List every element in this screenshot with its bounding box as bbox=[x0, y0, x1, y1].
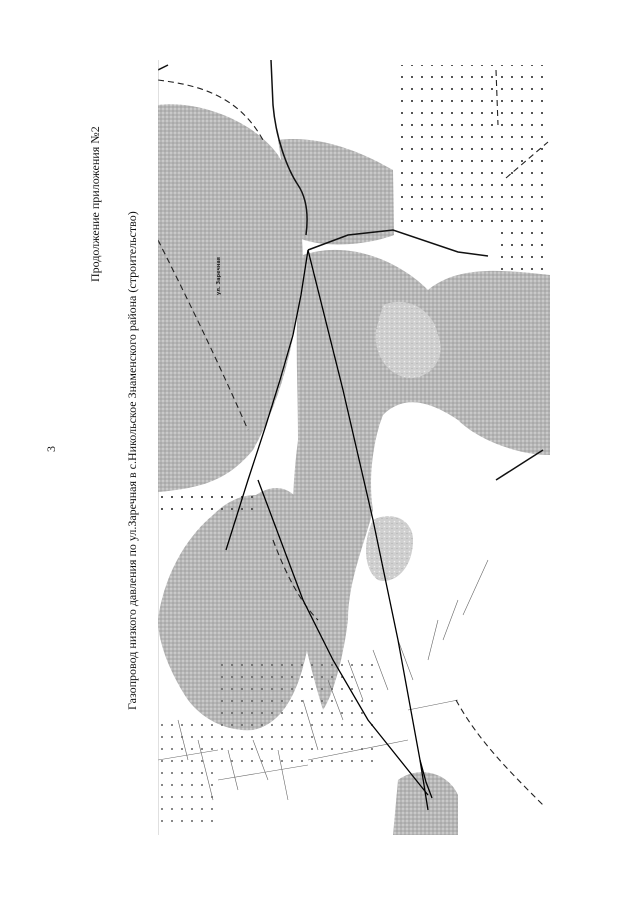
appendix-label: Продолжение приложения №2 bbox=[88, 126, 102, 282]
street-label: ул. Заречная bbox=[216, 257, 222, 295]
page-number: 3 bbox=[44, 446, 58, 452]
document-title: Газопровод низкого давления по ул.Заречная в с.Никольское Знаменского района (строительство) bbox=[125, 211, 139, 710]
site-plan-map bbox=[158, 60, 550, 835]
